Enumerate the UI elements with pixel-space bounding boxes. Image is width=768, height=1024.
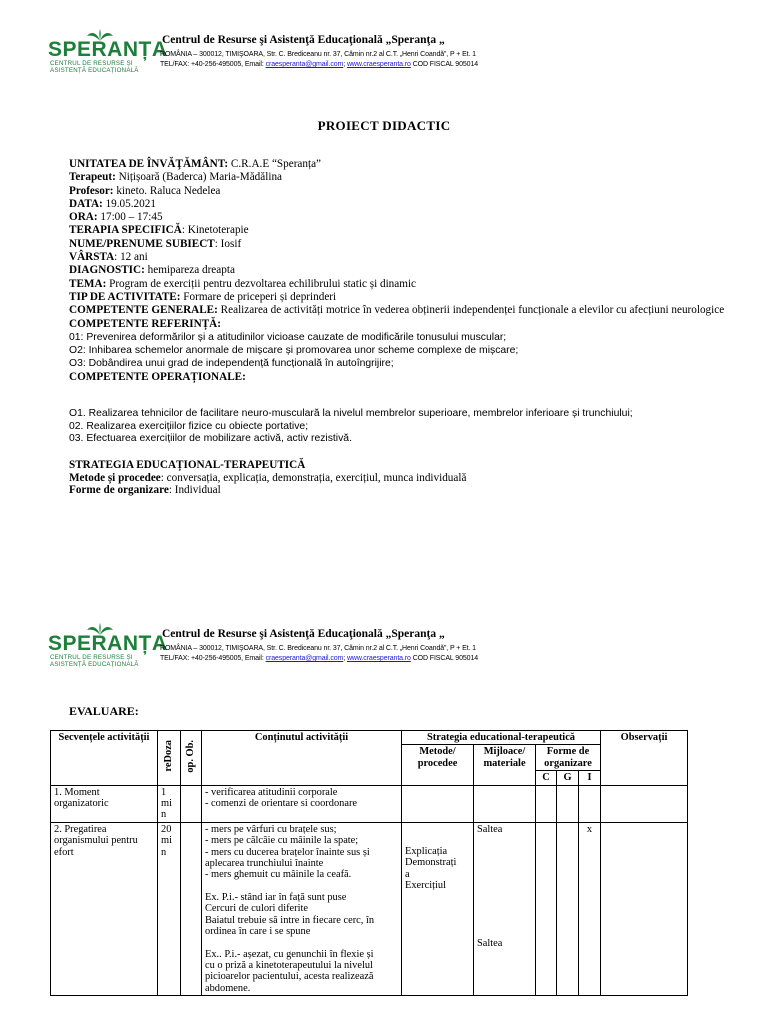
col-header-strategia: Strategia educational-terapeutică: [402, 731, 601, 745]
organization-name: Centrul de Resurse şi Asistenţă Educaţională „Speranţa „: [162, 34, 445, 46]
info-row-profesor: Profesor: kineto. Raluca Nedelea: [69, 184, 221, 197]
logo-subtitle: ASISTENȚĂ EDUCAȚIONALĂ: [50, 67, 139, 74]
info-row-varsta: VÂRSTA: 12 ani: [69, 251, 148, 264]
cell-doza: 1 mi n: [158, 785, 181, 822]
organization-contact: [160, 61, 478, 68]
logo-subtitle: CENTRUL DE RESURSE ȘI: [50, 60, 133, 67]
info-row-competente-operationale: COMPETENTE OPERAȚIONALE:: [69, 370, 246, 383]
info-row-competente-referinta: COMPETENTE REFERINȚĂ:: [69, 317, 221, 330]
cell-mijloace: [474, 785, 536, 822]
logo-wordmark: SPERANȚA: [48, 38, 168, 61]
separator: ;: [343, 61, 346, 68]
list-item: O3: Dobândirea unui grad de independență funcțională în autoîngrijire;: [69, 358, 394, 370]
cell-i: x: [579, 822, 601, 995]
cell-observatii: [601, 785, 688, 822]
info-row-data: DATA: 19.05.2021: [69, 197, 156, 210]
col-header-c: C: [536, 771, 557, 785]
separator: ;: [343, 655, 346, 662]
col-header-observatii: Observații: [601, 731, 688, 786]
letterhead-top: [48, 28, 738, 78]
info-row-diagnostic: DIAGNOSTIC: hemipareza dreapta: [69, 264, 235, 277]
strategy-heading: STRATEGIA EDUCAȚIONAL-TERAPEUTICĂ: [69, 459, 306, 471]
document-title: PROIECT DIDACTIC: [317, 118, 451, 133]
table-row: [51, 822, 688, 995]
info-row-tema: TEMA: Program de exerciții pentru dezvoltarea echilibrului static și dinamic: [69, 277, 417, 290]
logo-subtitle: CENTRUL DE RESURSE ȘI: [50, 654, 133, 661]
list-item: 03. Efectuarea exercițiilor de mobilizare activă, activ rezistivă.: [69, 433, 352, 445]
info-row-tip: TIP DE ACTIVITATE: Formare de priceperi și deprinderi: [69, 290, 337, 303]
speranta-logo: [48, 622, 168, 670]
cell-metode: [402, 785, 474, 822]
cell-g: [557, 822, 579, 995]
website-link[interactable]: www.craesperanta.ro: [346, 61, 411, 68]
col-header-continut: Conținutul activității: [202, 731, 402, 786]
list-item: 01: Prevenirea deformărilor și a atitudinilor vicioase cauzate de modificările tonusului muscular;: [69, 331, 507, 343]
email-link[interactable]: craesperanta@gmail.com: [265, 61, 344, 68]
fiscal-code: COD FISCAL 905014: [412, 61, 479, 68]
col-header-i: I: [579, 771, 601, 785]
cell-secventa: 1. Moment organizatoric: [51, 785, 158, 822]
organization-name: Centrul de Resurse şi Asistenţă Educaţională „Speranţa „: [162, 628, 445, 640]
list-item: 02. Realizarea exercițiilor fizice cu obiecte portative;: [69, 420, 309, 432]
col-header-mijloace: Mijloace/ materiale: [474, 745, 536, 785]
cell-g: [557, 785, 579, 822]
cell-mijloace: Saltea Saltea: [474, 822, 536, 995]
cell-doza: 20 mi n: [158, 822, 181, 995]
website-link[interactable]: www.craesperanta.ro: [346, 655, 411, 662]
col-header-doza: reDoza: [158, 731, 181, 786]
speranta-logo: [48, 28, 168, 76]
activity-table: [50, 730, 688, 996]
info-row-unitate: UNITATEA DE ÎNVĂŢĂMÂNT: C.R.A.E “Speranța”: [69, 158, 322, 170]
cell-continut: - verificarea atitudinii corporale - comenzi de orientare si coordonare: [202, 785, 402, 822]
logo-wordmark: SPERANȚA: [48, 632, 168, 655]
info-row-terapeut: Terapeut: Nițișoară (Baderca) Maria-Mădălina: [69, 171, 283, 184]
info-row-competente-generale: COMPETENTE GENERALE: Realizarea de activități motrice în vederea obținerii independenței funcționale a elevilor cu afecțiuni neurologice: [69, 304, 725, 317]
info-row-nume: NUME/PRENUME SUBIECT: Iosif: [69, 237, 242, 250]
strategy-forme: Forme de organizare: Individual: [69, 484, 221, 497]
email-link[interactable]: craesperanta@gmail.com: [265, 655, 344, 662]
organization-address: ROMÂNIA – 300012, TIMIŞOARA, Str. C. Brediceanu nr. 37, Cămin nr.2 al C.T. „Henri Coandă”, P + Et. 1: [160, 645, 476, 652]
list-item: O1. Realizarea tehnicilor de facilitare neuro-musculară la nivelul membrelor superioare, membrelor inferioare și trunchiului;: [69, 408, 633, 419]
organization-address: ROMÂNIA – 300012, TIMIŞOARA, Str. C. Brediceanu nr. 37, Cămin nr.2 al C.T. „Henri Coandă”, P + Et. 1: [160, 51, 476, 58]
operational-objectives: [69, 408, 739, 446]
col-header-ob: op. Ob.: [181, 731, 202, 786]
evaluation-heading: EVALUARE:: [69, 704, 139, 718]
cell-ob: [181, 822, 202, 995]
telfax-text: TEL/FAX: +40-256-495005, Email:: [160, 655, 264, 662]
cell-c: [536, 785, 557, 822]
logo-subtitle: ASISTENȚĂ EDUCAȚIONALĂ: [50, 661, 139, 668]
info-row-ora: ORA: 17:00 – 17:45: [69, 211, 163, 224]
col-header-g: G: [557, 771, 579, 785]
info-row-terapia: TERAPIA SPECIFICĂ: Kinetoterapie: [69, 224, 249, 237]
cell-c: [536, 822, 557, 995]
col-header-secvente: Secvențele activității: [51, 731, 158, 786]
cell-secventa: 2. Pregatirea organismului pentru efort: [51, 822, 158, 995]
col-header-forme: Forme de organizare: [536, 745, 601, 771]
organization-contact: [160, 655, 478, 662]
strategy-metode: Metode și procedee: conversația, explicația, demonstrația, exercițiul, munca individuală: [69, 471, 467, 484]
col-header-metode: Metode/ procedee: [402, 745, 474, 785]
table-header-row: [51, 731, 688, 745]
list-item: O2: Inhibarea schemelor anormale de mișcare și promovarea unor scheme complexe de mișcare;: [69, 345, 519, 357]
fiscal-code: COD FISCAL 905014: [412, 655, 479, 662]
strategy-block: [69, 459, 729, 497]
table-row: [51, 785, 688, 822]
cell-metode: Explicația Demonstrați a Exercițiul: [402, 822, 474, 995]
cell-continut: - mers pe vârfuri cu brațele sus; - mers pe călcâie cu mâinile la spate; - mers cu ducerea brațelor înainte sus și aplecarea trunchiului înainte - mers ghemuit cu mâinile la ceafă. Ex. P.i.- stând iar în față sunt puse Cercuri de culori diferite Baiatul trebuie să intre in fiecare cerc, în ordinea în care i se spune Ex.. P.i.- așezat, cu genunchii în flexie și cu o priză a kinetoterapeutului la nivelul picioarelor pacientului, acesta realizează abdomene.: [202, 822, 402, 995]
letterhead-second: [48, 622, 738, 672]
cell-ob: [181, 785, 202, 822]
cell-i: [579, 785, 601, 822]
telfax-text: TEL/FAX: +40-256-495005, Email:: [160, 61, 264, 68]
lesson-info: [69, 158, 729, 384]
cell-observatii: [601, 822, 688, 995]
